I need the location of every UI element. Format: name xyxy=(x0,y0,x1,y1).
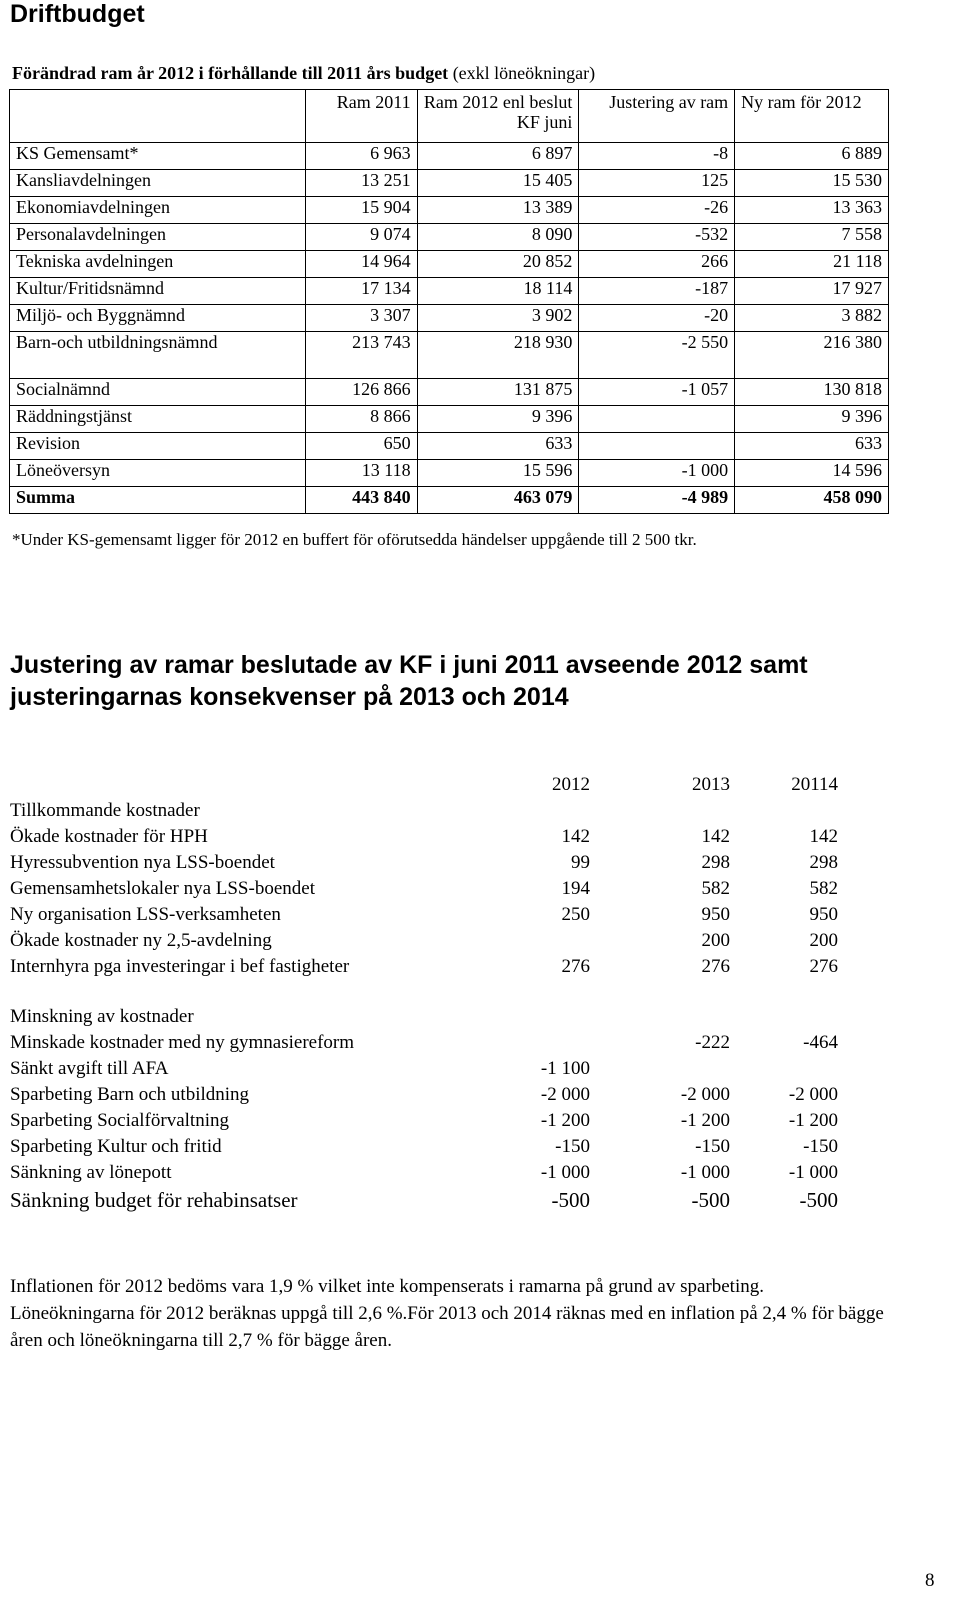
total-row xyxy=(10,487,889,514)
budget-frame-table xyxy=(9,89,889,514)
cell-value: -187 xyxy=(579,278,735,305)
item-value: -1 000 xyxy=(788,1162,838,1183)
row-label: Kultur/Fritidsnämnd xyxy=(10,278,306,305)
row-label: Löneöversyn xyxy=(10,460,306,487)
table-row xyxy=(10,170,889,197)
cell-value: 9 074 xyxy=(305,224,417,251)
cell-value: 15 405 xyxy=(417,170,579,197)
table-subtitle xyxy=(12,63,595,84)
row-label: Revision xyxy=(10,433,306,460)
cell-value: 3 307 xyxy=(305,305,417,332)
table-header-row xyxy=(10,90,889,143)
cell-value: -26 xyxy=(579,197,735,224)
item-value: -150 xyxy=(555,1136,590,1157)
cell-value: 14 964 xyxy=(305,251,417,278)
cell-value: 213 743 xyxy=(305,332,417,379)
cell-value: 443 840 xyxy=(305,487,417,514)
header-cell xyxy=(10,90,306,143)
cell-value: 7 558 xyxy=(735,224,889,251)
year-label: 20114 xyxy=(791,774,838,795)
cell-value: 15 904 xyxy=(305,197,417,224)
cell-value: 3 902 xyxy=(417,305,579,332)
item-label: Ökade kostnader för HPH xyxy=(10,826,208,847)
header-cell: Justering av ram xyxy=(579,90,735,143)
item-label: Internhyra pga investeringar i bef fastigheter xyxy=(10,956,350,977)
item-value: -1 200 xyxy=(788,1110,838,1131)
table-row xyxy=(10,460,889,487)
row-label: Summa xyxy=(10,487,306,514)
cell-value: 20 852 xyxy=(417,251,579,278)
header-cell: Ram 2011 xyxy=(305,90,417,143)
item-value: -464 xyxy=(803,1032,838,1053)
cell-value: 13 251 xyxy=(305,170,417,197)
item-value: 194 xyxy=(561,878,590,899)
item-value: 142 xyxy=(561,826,590,847)
group-heading: Tillkommande kostnader xyxy=(10,800,200,821)
item-value: 250 xyxy=(561,904,590,925)
cell-value: 6 897 xyxy=(417,143,579,170)
inflation-paragraph: Inflationen för 2012 bedöms vara 1,9 % vilket inte kompenserats i ramarna på grund av sparbeting. Löneökningarna för 2012 beräknas uppgå till 2,6 %.För 2013 och 2014 räknas med en inflation på 2,4 % för bägge åren och löneökningarna till 2,7 % för bägge åren. xyxy=(10,1276,884,1351)
item-label: Sänkning av lönepott xyxy=(10,1162,172,1183)
item-value: 276 xyxy=(809,956,838,977)
table-footnote: *Under KS-gemensamt ligger för 2012 en buffert för oförutsedda händelser uppgående till 2 500 tkr. xyxy=(12,530,697,549)
cell-value: 15 596 xyxy=(417,460,579,487)
row-label: Barn-och utbildningsnämnd xyxy=(10,332,306,379)
table-row xyxy=(10,305,889,332)
item-value: -1 000 xyxy=(680,1162,730,1183)
row-label: Socialnämnd xyxy=(10,379,306,406)
item-value: 950 xyxy=(701,904,730,925)
cell-value: 9 396 xyxy=(735,406,889,433)
item-value: -1 200 xyxy=(540,1110,590,1131)
item-label: Sparbeting Barn och utbildning xyxy=(10,1084,250,1105)
item-value: -2 000 xyxy=(680,1084,730,1105)
header-cell: Ram 2012 enl beslut KF juni xyxy=(417,90,579,143)
cell-value: -2 550 xyxy=(579,332,735,379)
cell-value: 650 xyxy=(305,433,417,460)
cell-value: -4 989 xyxy=(579,487,735,514)
item-value: -2 000 xyxy=(788,1084,838,1105)
item-value: 276 xyxy=(701,956,730,977)
cell-value: -1 057 xyxy=(579,379,735,406)
item-label: Ny organisation LSS-verksamheten xyxy=(10,904,281,925)
row-label: Miljö- och Byggnämnd xyxy=(10,305,306,332)
row-label: KS Gemensamt* xyxy=(10,143,306,170)
item-value: -1 000 xyxy=(540,1162,590,1183)
table-row xyxy=(10,406,889,433)
item-value: 276 xyxy=(561,956,590,977)
cell-value: 18 114 xyxy=(417,278,579,305)
cell-value: 14 596 xyxy=(735,460,889,487)
cell-value: 125 xyxy=(579,170,735,197)
item-value: -150 xyxy=(803,1136,838,1157)
item-value: -1 100 xyxy=(540,1058,590,1079)
item-value: -1 200 xyxy=(680,1110,730,1131)
cell-value: -1 000 xyxy=(579,460,735,487)
table-row xyxy=(10,197,889,224)
cell-value xyxy=(579,406,735,433)
item-label: Minskade kostnader med ny gymnasiereform xyxy=(10,1032,355,1053)
item-value: 298 xyxy=(809,852,838,873)
table-row xyxy=(10,224,889,251)
group-heading: Minskning av kostnader xyxy=(10,1006,194,1027)
item-value: -222 xyxy=(695,1032,730,1053)
cell-value: 9 396 xyxy=(417,406,579,433)
table-row xyxy=(10,379,889,406)
page-number: 8 xyxy=(925,1570,935,1591)
item-label: Hyressubvention nya LSS-boendet xyxy=(10,852,275,873)
year-label: 2012 xyxy=(552,774,590,795)
row-label: Räddningstjänst xyxy=(10,406,306,433)
cell-value: -532 xyxy=(579,224,735,251)
cell-value: 13 118 xyxy=(305,460,417,487)
item-value: 99 xyxy=(571,852,590,873)
item-value: 200 xyxy=(701,930,730,951)
item-label: Ökade kostnader ny 2,5-avdelning xyxy=(10,930,272,951)
cell-value: 458 090 xyxy=(735,487,889,514)
cell-value: 21 118 xyxy=(735,251,889,278)
table-row xyxy=(10,433,889,460)
item-label: Sparbeting Kultur och fritid xyxy=(10,1136,222,1157)
cell-value: 13 389 xyxy=(417,197,579,224)
cell-value: 463 079 xyxy=(417,487,579,514)
cell-value: 6 963 xyxy=(305,143,417,170)
row-label: Kansliavdelningen xyxy=(10,170,306,197)
item-label: Sänkt avgift till AFA xyxy=(10,1058,169,1079)
cell-value: 17 134 xyxy=(305,278,417,305)
page-title: Driftbudget xyxy=(10,0,145,28)
item-value: 582 xyxy=(809,878,838,899)
cell-value: 216 380 xyxy=(735,332,889,379)
cell-value: 8 866 xyxy=(305,406,417,433)
cell-value: 13 363 xyxy=(735,197,889,224)
header-cell: Ny ram för 2012 xyxy=(735,90,889,143)
row-label: Personalavdelningen xyxy=(10,224,306,251)
cell-value: 126 866 xyxy=(305,379,417,406)
cell-value: 633 xyxy=(735,433,889,460)
item-value: -500 xyxy=(799,1188,838,1212)
item-value: 142 xyxy=(809,826,838,847)
cell-value: 218 930 xyxy=(417,332,579,379)
year-label: 2013 xyxy=(692,774,730,795)
cell-value: 15 530 xyxy=(735,170,889,197)
cell-value xyxy=(579,433,735,460)
row-label: Ekonomiavdelningen xyxy=(10,197,306,224)
cell-value: 17 927 xyxy=(735,278,889,305)
cell-value: 130 818 xyxy=(735,379,889,406)
cell-value: 8 090 xyxy=(417,224,579,251)
item-value: -2 000 xyxy=(540,1084,590,1105)
item-value: 950 xyxy=(809,904,838,925)
cell-value: -20 xyxy=(579,305,735,332)
cell-value: 3 882 xyxy=(735,305,889,332)
item-value: -500 xyxy=(551,1188,590,1212)
table-row xyxy=(10,278,889,305)
subtitle-bold: Förändrad ram år 2012 i förhållande till 2011 års budget xyxy=(12,63,449,83)
table-row xyxy=(10,143,889,170)
table-row xyxy=(10,332,889,379)
item-label: Sänkning budget för rehabinsatser xyxy=(10,1188,298,1212)
item-label: Sparbeting Socialförvaltning xyxy=(10,1110,229,1131)
item-value: 142 xyxy=(701,826,730,847)
section-heading: Justering av ramar beslutade av KF i juni 2011 avseende 2012 samt justeringarnas konsekvenser på 2013 och 2014 xyxy=(10,651,808,711)
item-label: Gemensamhetslokaler nya LSS-boendet xyxy=(10,878,315,899)
row-label: Tekniska avdelningen xyxy=(10,251,306,278)
cell-value: -8 xyxy=(579,143,735,170)
item-value: -500 xyxy=(691,1188,730,1212)
subtitle-note: (exkl löneökningar) xyxy=(448,63,596,83)
item-value: -150 xyxy=(695,1136,730,1157)
item-value: 582 xyxy=(701,878,730,899)
cell-value: 6 889 xyxy=(735,143,889,170)
cell-value: 266 xyxy=(579,251,735,278)
table-row xyxy=(10,251,889,278)
cell-value: 633 xyxy=(417,433,579,460)
item-value: 200 xyxy=(809,930,838,951)
item-value: 298 xyxy=(701,852,730,873)
cell-value: 131 875 xyxy=(417,379,579,406)
